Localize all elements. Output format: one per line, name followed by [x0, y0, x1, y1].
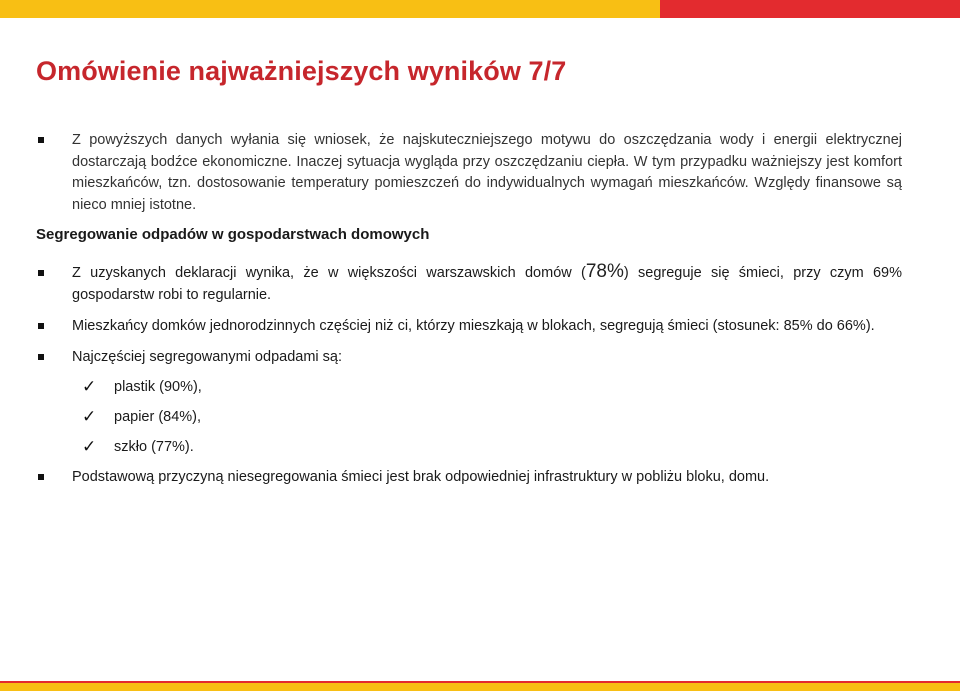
check-item-3 — [36, 437, 902, 458]
section-heading: Segregowanie odpadów w gospodarstwach domowych — [36, 226, 430, 243]
page-title: Omówienie najważniejszych wyników 7/7 — [36, 56, 567, 86]
bullet-item-1 — [36, 261, 902, 306]
square-bullet-icon — [38, 354, 44, 360]
checkmark-icon: ✓ — [82, 377, 97, 396]
bullet-2-text: Mieszkańcy domków jednorodzinnych częściej niż ci, którzy mieszkają w blokach, segregują śmieci (stosunek: 85% do 66%). — [72, 318, 875, 334]
checkmark-icon: ✓ — [82, 437, 97, 456]
square-bullet-icon — [38, 270, 44, 276]
top-accent-bar-yellow — [0, 0, 660, 18]
square-bullet-icon — [38, 323, 44, 329]
intro-bullet — [36, 130, 902, 216]
check-item-2 — [36, 407, 902, 428]
square-bullet-icon — [38, 474, 44, 480]
square-bullet-icon — [38, 137, 44, 143]
checkmark-icon: ✓ — [82, 407, 97, 426]
bullet-4-text: Podstawową przyczyną niesegregowania śmieci jest brak odpowiedniej infrastruktury w pobliżu bloku, domu. — [72, 469, 770, 485]
top-accent-bar-red — [660, 0, 960, 18]
check-item-text: szkło (77%). — [114, 439, 194, 455]
bullet-1-text-after: ) segreguje się śmieci, przy czym 69% gospodarstw robi to regularnie. — [72, 265, 902, 303]
bullet-1-text-before: Z uzyskanych deklaracji wynika, że w większości warszawskich domów ( — [72, 265, 586, 281]
bullet-3-text: Najczęściej segregowanymi odpadami są: — [72, 348, 342, 365]
intro-bullet-text: Z powyższych danych wyłania się wniosek, że najskuteczniejszego motywu do oszczędzania wody i energii elektrycznej dostarczają bodźce ekonomiczne. Inaczej sytuacja wygląda przy oszczędzaniu ciepła. W tym przypadku ważniejszy jest komfort mieszkańców, tzn. dostosowanie temperatury pomieszczeń do indywidualnych wymagań mieszkańców. Względy finansowe są nieco mniej istotne. — [72, 132, 902, 213]
bullet-item-4 — [36, 467, 902, 489]
slide-content — [36, 130, 902, 489]
bullet-1-highlight: 78% — [585, 261, 624, 282]
bottom-accent-bar-yellow — [0, 683, 960, 691]
bullet-item-2 — [36, 316, 902, 338]
check-item-text: plastik (90%), — [114, 379, 202, 395]
bullet-item-3 — [36, 347, 902, 369]
check-item-1 — [36, 377, 902, 398]
check-item-text: papier (84%), — [114, 409, 202, 425]
